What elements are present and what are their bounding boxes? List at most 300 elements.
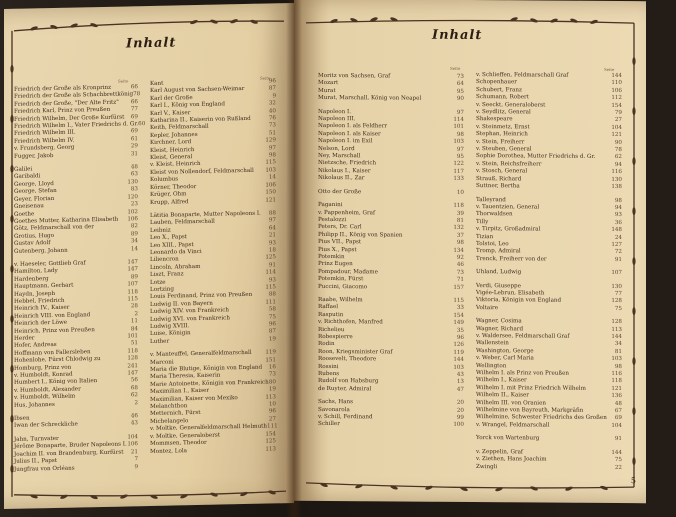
index-entry-page: 18 — [268, 247, 276, 254]
index-entry-page: 77 — [130, 106, 138, 113]
index-entry-name: Rubens — [318, 370, 340, 378]
index-entry-name: Talleyrand — [476, 196, 506, 203]
index-entry — [476, 183, 622, 191]
index-entry-name: v. Humboldt, Alexander — [14, 386, 81, 394]
index-entry-name: Heinrich der Löwe — [14, 319, 68, 328]
index-entry-name: v. Richthofen, Manfred — [318, 319, 383, 326]
index-entry-page: 115 — [127, 296, 138, 303]
left-index-column-2 — [150, 78, 276, 456]
index-entry-name: Sophie Dorothea, Mutter Friedrichs d. Gr. — [476, 153, 596, 161]
index-entry-page: 121 — [265, 196, 276, 204]
index-entry-name: Krupp, Alfred — [150, 198, 189, 206]
index-entry-page: 47 — [456, 386, 464, 393]
index-entry-name: Ibsen — [14, 415, 30, 422]
index-entry-page: 13 — [456, 379, 464, 386]
index-entry-page: 89 — [130, 230, 138, 238]
index-entry-name: Katharina II., Kaiserin von Rußland — [150, 115, 251, 125]
index-entry-page: 80 — [268, 379, 276, 386]
index-entry-page: 63 — [130, 171, 138, 178]
index-entry-name: v. Frundsberg, Georg — [14, 144, 75, 153]
index-entry-name: v. Seydlitz, General — [476, 109, 531, 116]
index-entry-name: Friedrich Wilhelm III. — [14, 129, 76, 138]
index-entry-name: v. Wrangel, Feldmarschall — [476, 421, 550, 429]
index-entry — [318, 386, 464, 394]
index-entry-name: v. Zeppelin, Graf — [476, 448, 524, 456]
index-entry-page: 97 — [456, 146, 464, 153]
index-entry-page: 154 — [453, 312, 464, 319]
index-entry-page: 96 — [268, 78, 276, 85]
index-entry-name: Richelieu — [318, 326, 345, 333]
index-entry-name: Friedrich Wilhelm IV. — [14, 137, 75, 145]
index-entry-page: 118 — [611, 378, 622, 385]
index-entry-page: 88 — [268, 210, 276, 217]
index-entry-page: 73 — [456, 73, 464, 80]
right-page-title: Inhalt — [432, 27, 483, 44]
index-entry-name: George, Stefan — [14, 188, 57, 196]
index-entry-name: Shakespeare — [476, 116, 513, 123]
index-entry-page: 88 — [268, 291, 276, 298]
index-entry-page: 115 — [453, 297, 464, 304]
index-entry-page: 103 — [611, 356, 622, 363]
index-entry-page: 115 — [265, 159, 276, 167]
index-entry-page: 127 — [611, 241, 622, 248]
index-entry-name: Götz, Feldmarschall von der — [14, 224, 94, 233]
index-entry-name: George, Lloyd — [14, 180, 54, 188]
index-entry-page: 94 — [614, 204, 622, 211]
index-entry-name: Ludwig II. von Bayern — [150, 300, 213, 308]
index-entry-name: Körner, Theodor — [150, 183, 197, 191]
index-entry-page: 112 — [611, 95, 622, 102]
index-entry-page: 134 — [453, 247, 464, 254]
index-entry-name: Wilhelm I. als Prinz von Preußen — [476, 370, 570, 377]
index-entry-name: Hofer, Andreas — [14, 342, 57, 350]
index-entry-name: Hohenlohe, Fürst Chlodwig zu — [14, 356, 101, 365]
index-entry-name: Wilhelmine von Bayreuth, Markgräfin — [476, 407, 584, 414]
index-entry-page: 97 — [268, 217, 276, 224]
index-entry-page: 34 — [130, 238, 138, 245]
index-entry-name: Otto der Große — [318, 188, 362, 195]
index-entry-name: Heinrich IV., Kaiser — [14, 305, 70, 313]
vine-leaves-side-right — [632, 57, 635, 465]
index-entry-page: 21 — [268, 232, 276, 239]
index-entry-name: Suttner, Bertha — [476, 183, 520, 190]
index-entry-page: 10 — [268, 401, 276, 408]
index-entry-page: 48 — [130, 164, 138, 171]
index-entry-name: v. Steinmetz, Ernst — [476, 123, 530, 131]
index-entry-name: Tizian — [476, 233, 494, 240]
index-entry-name: Jérôme Bonaparte, Bruder Napoleons I. — [14, 441, 127, 451]
index-entry-page: 93 — [614, 212, 622, 219]
index-entry-page: 118 — [127, 348, 138, 355]
index-entry-name: Mozart — [318, 80, 339, 87]
index-entry-name: Maria die Blutige, Königin von England — [150, 364, 263, 374]
index-entry-name: Hus, Johannes — [14, 401, 55, 409]
index-entry-name: v. Schlieffen, Feldmarschall Graf — [476, 72, 569, 79]
index-entry-name: Voltaire — [476, 304, 499, 311]
index-entry-page: 149 — [453, 320, 464, 327]
index-entry-page: 58 — [268, 306, 276, 313]
index-entry-page: 69 — [130, 113, 138, 121]
index-entry-name: Napoleon I. als Kaiser — [318, 130, 381, 138]
index-entry-name: Kepler, Johannes — [150, 131, 198, 139]
index-entry-page: 154 — [265, 431, 276, 438]
index-entry-page: 126 — [453, 342, 464, 349]
index-entry-name: v. Steuben, General — [476, 146, 532, 153]
index-entry-name: Friedrich der Große als Kronprinz — [14, 84, 112, 93]
index-entry-name: Kirchner, Lord — [150, 139, 192, 147]
index-entry-page: 106 — [611, 87, 622, 94]
index-entry-page: 27 — [268, 416, 276, 423]
index-entry-page: 81 — [456, 217, 464, 224]
index-entry-page: 98 — [614, 197, 622, 204]
book-gutter — [286, 0, 302, 517]
index-entry-name: Schopenhauer — [476, 79, 517, 86]
right-index-column-2 — [476, 72, 622, 472]
index-entry-name: Jahn, Turnvater — [14, 435, 59, 443]
index-entry-page: 113 — [611, 326, 622, 333]
index-entry-page: 21 — [130, 448, 138, 456]
index-entry-page: 119 — [265, 349, 276, 356]
index-entry-page: 40 — [268, 107, 276, 115]
index-entry-page: 91 — [268, 262, 276, 269]
index-entry-page: 23 — [130, 201, 138, 208]
index-entry-page: 111 — [267, 423, 278, 430]
index-entry-page: 77 — [614, 290, 622, 298]
index-entry-name: Tromp, Admiral — [476, 248, 521, 255]
index-entry-page: 93 — [268, 276, 276, 284]
index-entry-page: 46 — [456, 262, 464, 269]
index-entry-name: Sachs, Hans — [318, 399, 354, 406]
index-entry-name: Krüger, Ohm — [150, 191, 187, 199]
left-col2-head: Seite — [260, 75, 271, 81]
index-entry-name: Lincoln, Abraham — [150, 263, 201, 271]
index-entry-name: Kant — [150, 80, 164, 87]
index-entry-page: 19 — [268, 386, 276, 393]
index-entry-page: 51 — [268, 130, 276, 137]
index-entry-name: Pius X., Papst — [318, 246, 357, 253]
index-entry-page: 133 — [453, 176, 464, 183]
index-entry-name: Verdi, Giuseppe — [476, 282, 521, 289]
index-entry-page: 75 — [614, 457, 622, 464]
index-entry-name: v. Stosch, General — [476, 168, 528, 175]
index-entry-name: Marie Antoinette, Königin von Frankreich — [150, 379, 269, 388]
index-entry-page: 93 — [268, 239, 276, 247]
index-entry-name: Friedrich Karl, Prinz von Preußen — [14, 107, 111, 116]
index-entry — [318, 175, 464, 183]
index-entry-page: 103 — [453, 139, 464, 146]
index-entry-page: 115 — [265, 284, 276, 291]
index-entry-page: 64 — [268, 225, 276, 232]
index-entry-page: 60 — [138, 121, 146, 128]
index-entry-page: 35 — [456, 327, 464, 334]
index-entry — [476, 305, 622, 313]
index-entry-name: Galilei — [14, 166, 33, 173]
index-entry-name: Hoffmann von Fallersleben — [14, 349, 91, 357]
index-entry-page: 66 — [130, 84, 138, 91]
index-entry-page: 98 — [268, 152, 276, 159]
index-entry-page: 116 — [611, 371, 622, 378]
index-entry-page: 31 — [130, 150, 138, 158]
index-entry-name: Goethes Mutter, Katharina Elisabeth — [14, 216, 119, 225]
index-entry-page: 7 — [134, 456, 138, 463]
index-entry-name: v. Ziethen, Hans Joachim — [476, 456, 547, 463]
index-entry-name: Leonardo da Vinci — [150, 248, 202, 256]
index-entry — [14, 421, 138, 431]
index-entry-name: Keith, Feldmarschall — [150, 124, 209, 132]
index-entry-page: 125 — [265, 438, 276, 445]
index-entry-page: 119 — [453, 349, 464, 356]
index-entry-page: 75 — [614, 305, 622, 312]
index-entry-name: Karl August von Sachsen-Weimar — [150, 86, 245, 95]
index-entry-page: 89 — [130, 273, 138, 281]
index-entry-page: 81 — [614, 348, 622, 355]
index-entry-name: Raffael — [318, 304, 339, 311]
index-entry-page: 110 — [611, 80, 622, 87]
index-entry-name: Kolumbus — [150, 176, 179, 184]
index-entry-name: Nikolaus I., Kaiser — [318, 167, 371, 175]
index-entry-page: 32 — [268, 100, 276, 107]
index-entry-page: 148 — [611, 227, 622, 234]
index-entry-name: Philipp II., König von Spanien — [318, 231, 403, 239]
index-entry-name: Napoleon I. als Feldherr — [318, 123, 388, 130]
index-entry-name: Louis Ferdinand, Prinz von Preußen — [150, 292, 253, 301]
index-entry-page: 144 — [611, 449, 622, 456]
index-entry-page: 97 — [268, 144, 276, 152]
index-entry-name: Luther — [150, 338, 170, 345]
index-entry-name: Liliencron — [150, 256, 179, 264]
index-entry-page: 9 — [134, 463, 138, 470]
index-entry-page: 125 — [265, 254, 276, 261]
index-entry-name: v. Seeckt, Generaloberst — [476, 101, 546, 109]
index-entry-name: Lauben, Feldmarschall — [150, 218, 215, 227]
index-entry-page: 28 — [130, 303, 138, 310]
index-entry-page: 113 — [265, 445, 276, 453]
index-entry-name: Maximilian I., Kaiser — [150, 387, 210, 396]
index-entry-name: Hamilton, Lady — [14, 268, 58, 276]
index-entry-page: 103 — [265, 167, 276, 174]
index-entry-name: Ludwig XVI. von Frankreich — [150, 314, 230, 323]
index-entry-name: Schumann, Robert — [476, 94, 529, 101]
index-entry-name: Murat — [318, 87, 336, 94]
index-entry-name: Homburg, Prinz von — [14, 364, 72, 372]
index-entry-page: 151 — [265, 356, 276, 364]
index-entry-name: de Ruyter, Admiral — [318, 385, 372, 393]
index-entry-name: Leibniz — [150, 227, 171, 234]
index-entry-name: v. Weber, Carl Maria — [476, 355, 534, 362]
index-entry-page: 92 — [456, 254, 464, 261]
index-entry-name: v. Waldersee, Feldmarschall Graf — [476, 333, 570, 340]
index-entry-page: 62 — [130, 392, 138, 399]
index-entry-name: Rodin — [318, 341, 335, 348]
index-entry-page: 22 — [614, 464, 622, 471]
index-entry — [150, 197, 276, 207]
index-entry — [150, 336, 276, 346]
index-entry-name: Murat, Marschall, König von Neapel — [318, 95, 422, 102]
index-entry-page: 84 — [130, 325, 138, 332]
index-entry-page: 10 — [456, 189, 464, 196]
index-entry-name: Yorck von Wartenburg — [476, 435, 540, 442]
index-entry-page: 107 — [611, 270, 622, 277]
index-entry-name: Potemkin, Fürst — [318, 276, 364, 283]
index-entry-page: 69 — [614, 415, 622, 422]
index-entry-page: 90 — [456, 96, 464, 103]
right-page — [294, 0, 646, 503]
index-entry-page: 150 — [265, 189, 276, 196]
index-entry-page: 79 — [614, 110, 622, 117]
index-entry-page: 34 — [614, 341, 622, 348]
index-entry-name: v. Haeseler, Gottlieb Graf — [14, 260, 86, 268]
index-entry-page: 118 — [127, 288, 138, 296]
index-entry-name: Pius VII., Papst — [318, 239, 362, 246]
index-entry-page: 118 — [453, 202, 464, 210]
index-entry-name: Leo XIII., Papst — [150, 241, 194, 249]
index-entry-page: 144 — [453, 357, 464, 364]
index-entry-page: 62 — [614, 154, 622, 161]
index-entry-page: 241 — [127, 362, 138, 370]
index-entry-name: Schiller — [318, 421, 340, 428]
index-entry-name: v. Humboldt, Konrad — [14, 371, 73, 379]
index-entry-name: Hauptmann, Gerhart — [14, 282, 74, 290]
index-entry-page: 147 — [127, 370, 138, 377]
vine-leaves-top-left — [30, 18, 259, 32]
index-entry-name: Geyer, Florian — [14, 195, 55, 203]
index-entry-name: Wilhelm III. von Oranien — [476, 399, 547, 407]
index-entry-page: 29 — [130, 143, 138, 150]
index-entry-page: 48 — [614, 400, 622, 407]
index-entry-name: Karl I., König von England — [150, 101, 225, 110]
index-entry-page: 20 — [456, 407, 464, 414]
index-entry-name: v. Stein, Reichsfreiherr — [476, 160, 542, 168]
index-entry-page: 19 — [268, 336, 276, 343]
index-entry-page: 66 — [130, 99, 138, 106]
index-entry-name: Mommsen, Theodor — [150, 439, 207, 448]
index-entry-page: 51 — [130, 340, 138, 347]
index-entry-name: Friedrich der Große als Schachbrettkönig — [14, 91, 134, 101]
vine-leaves-top-right — [330, 15, 599, 26]
index-entry-name: Nietzsche, Friedrich — [318, 160, 377, 167]
index-entry — [476, 464, 622, 472]
index-entry-page: 20 — [456, 400, 464, 407]
index-entry-page: 36 — [614, 219, 622, 226]
index-entry-page: 73 — [456, 269, 464, 276]
index-entry-name: Prinz Eugen — [318, 261, 353, 268]
index-entry-page: 95 — [456, 88, 464, 95]
index-entry-page: 107 — [127, 281, 138, 288]
right-col2-head: Seite — [604, 66, 615, 73]
index-entry-page: 14 — [130, 245, 138, 252]
index-entry-page: 111 — [265, 299, 276, 306]
index-entry-page: 67 — [614, 408, 622, 415]
index-entry-page: 128 — [611, 298, 622, 305]
index-entry-name: v. Stein, Freiherr — [476, 138, 525, 146]
index-entry-name: Jungfrau von Orléans — [14, 465, 75, 473]
index-entry-page: 14 — [268, 174, 276, 181]
index-entry — [476, 269, 622, 277]
index-entry-page: 64 — [456, 81, 464, 88]
index-entry-name: Gustav Adolf — [14, 240, 51, 247]
index-entry-page: 130 — [127, 179, 138, 186]
index-entry — [318, 284, 464, 292]
index-entry-page: 104 — [127, 434, 138, 441]
index-entry-name: Friedrich Wilhelm I., Vater Friedrichs d. Gr. — [14, 121, 139, 130]
index-entry-name: Wagner, Richard — [476, 325, 524, 332]
index-entry-page: 122 — [453, 161, 464, 168]
index-entry-page: 101 — [453, 124, 464, 131]
index-entry-page: 83 — [130, 186, 138, 193]
index-entry-name: Pompadour, Madame — [318, 268, 378, 276]
index-entry-name: Joachim II. von Brandenburg, Kurfürst — [14, 449, 124, 458]
index-entry — [14, 246, 138, 256]
index-entry-page: 114 — [265, 269, 276, 276]
index-entry-page: 9 — [272, 93, 276, 100]
index-entry-page: 128 — [127, 355, 138, 362]
index-entry-page: 16 — [268, 364, 276, 371]
index-entry-name: Wilhelmine, Schwester Friedrichs des Großen — [476, 414, 607, 422]
index-entry-name: Robespierre — [318, 333, 353, 341]
index-entry-page: 98 — [456, 131, 464, 138]
index-entry-page: 147 — [127, 266, 138, 273]
index-entry-page: 2 — [134, 311, 138, 318]
index-entry — [318, 95, 464, 103]
index-entry-page: 138 — [611, 184, 622, 191]
index-entry-name: v. Tauentzien, General — [476, 203, 540, 211]
index-entry-page: 104 — [611, 422, 622, 429]
index-entry-name: Grotius, Hugo — [14, 232, 55, 240]
index-entry-page: 114 — [453, 116, 464, 123]
index-entry-page: 87 — [268, 328, 276, 335]
index-entry-name: Thorwaldsen — [476, 211, 513, 218]
vine-leaves-bottom-left — [30, 488, 277, 502]
index-entry-name: Garibaldi — [14, 173, 41, 181]
index-entry-page: 103 — [453, 364, 464, 371]
index-entry-name: Rudolf von Habsburg — [318, 378, 379, 385]
index-entry-page: 128 — [611, 319, 622, 326]
index-entry-name: Paganini — [318, 202, 343, 209]
index-entry-page: 78 — [133, 91, 141, 98]
index-entry-page: 27 — [614, 117, 622, 124]
index-entry-name: Wellington — [476, 362, 507, 369]
index-entry-page: 61 — [130, 136, 138, 143]
index-entry-page: 96 — [456, 334, 464, 341]
index-entry-name: Zwingli — [476, 463, 498, 470]
index-entry-name: v. Tirpitz, Großadmiral — [476, 226, 541, 233]
index-entry-name: Haydn, Joseph — [14, 290, 56, 298]
index-entry-page: 43 — [456, 371, 464, 378]
index-entry-name: Heinrich, Prinz von Preußen — [14, 326, 95, 335]
index-entry — [14, 151, 138, 161]
index-entry-name: Ludwig XIV. von Frankreich — [150, 307, 229, 316]
index-entry — [476, 256, 622, 264]
index-entry-name: Wagner, Cosima — [476, 318, 522, 325]
index-entry-name: Leo X., Papst — [150, 234, 188, 242]
index-entry-page: 2 — [134, 399, 138, 406]
index-entry-name: Herder — [14, 335, 35, 342]
index-entry-name: Napoleon III. — [318, 115, 356, 123]
index-entry-page: 121 — [611, 132, 622, 139]
index-entry-page: 75 — [268, 313, 276, 321]
index-entry-name: Roosevelt, Theodore — [318, 356, 377, 363]
index-entry-name: Ludwig XVIII. — [150, 323, 190, 330]
index-entry-name: Savonarola — [318, 406, 350, 413]
index-entry-page: 106 — [127, 441, 138, 448]
index-entry-name: Julius II., Papst — [14, 458, 57, 465]
index-entry-name: Heinrich VIII. von England — [14, 312, 91, 320]
index-entry-page: 154 — [611, 102, 622, 109]
index-entry-name: Friedrich der Große, "Der Alte Fritz" — [14, 99, 119, 108]
index-entry-page: 37 — [456, 232, 464, 239]
index-entry-name: Roon, Kriegsminister Graf — [318, 348, 393, 356]
index-entry-name: Nikolaus II., Zar — [318, 175, 365, 182]
